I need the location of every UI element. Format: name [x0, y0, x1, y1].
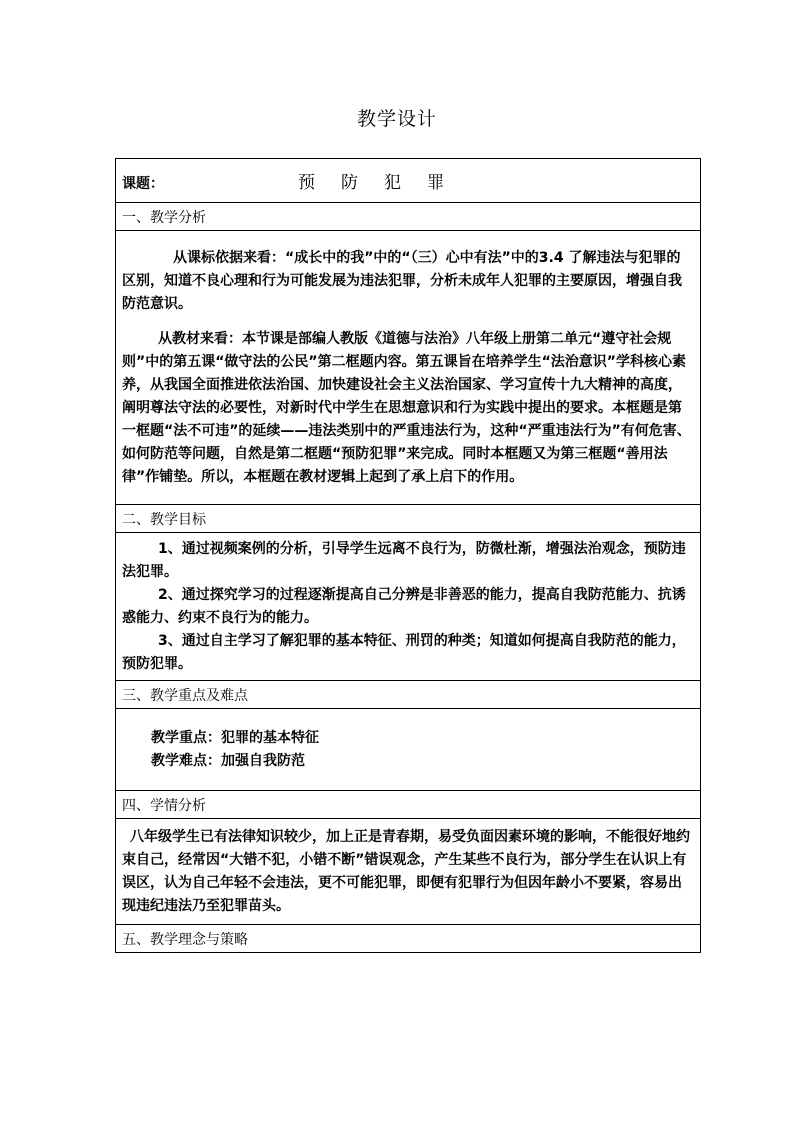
- paragraph: 八年级学生已有法律知识较少，加上正是青春期，易受负面因素环境的影响，不能很好地约束自己，经常因“大错不犯，小错不断”错误观念，产生某些不良行为，部分学生在认识上有误区，认为自己年轻不会违法，更不可能犯罪，即便有犯罪行为但因年龄小不要紧，容易出现违纪违法乃至犯罪苗头。: [122, 828, 690, 914]
- paragraph: 2、通过探究学习的过程逐渐提高自己分辨是非善恶的能力，提高自我防范能力、抗诱惑能力、约束不良行为的能力。: [122, 586, 686, 626]
- paragraph: 教学难点：加强自我防范: [151, 752, 305, 769]
- section-heading-student-analysis: 四、学情分析: [116, 791, 701, 819]
- paragraph: 1、通过视频案例的分析，引导学生远离不良行为，防微杜渐，增强法治观念，预防违法犯罪。: [122, 540, 686, 580]
- topic-row: [116, 159, 701, 203]
- section-content-student-analysis: [116, 819, 701, 925]
- section-heading-strategy: 五、教学理念与策略: [116, 925, 701, 953]
- paragraph: 教学重点：犯罪的基本特征: [151, 729, 319, 746]
- section-heading-objectives: 二、教学目标: [116, 505, 701, 533]
- section-content-key-points: [116, 709, 701, 791]
- section-heading-analysis: 一、教学分析: [116, 203, 701, 231]
- topic-cell: [116, 159, 701, 203]
- section-content-row: [116, 709, 701, 791]
- paragraph: 从课标依据来看：“成长中的我”中的“（三）心中有法”中的3.4 了解违法与犯罪的区别，知道不良心理和行为可能发展为违法犯罪，分析未成年人犯罪的主要原因，增强自我防范意识。: [122, 249, 682, 312]
- document-title: 教学设计: [356, 108, 437, 130]
- paragraph: 3、通过自主学习了解犯罪的基本特征、刑罚的种类；知道如何提高自我防范的能力，预防犯罪。: [122, 632, 686, 672]
- topic-label: 课题：: [122, 176, 164, 192]
- section-content-row: [116, 533, 701, 681]
- section-header-row: [116, 681, 701, 709]
- section-header-row: [116, 505, 701, 533]
- topic-title: 预防犯罪: [298, 173, 470, 193]
- section-content-objectives: [116, 533, 701, 681]
- section-content-row: [116, 231, 701, 505]
- section-heading-key-points: 三、教学重点及难点: [116, 681, 701, 709]
- section-header-row: [116, 203, 701, 231]
- section-header-row: [116, 791, 701, 819]
- paragraph: 从教材来看：本节课是部编人教版《道德与法治》八年级上册第二单元“遵守社会规则”中的第五课“做守法的公民”第二框题内容。第五课旨在培养学生“法治意识”学科核心素养，从我国全面推进依法治国、加快建设社会主义法治国家、学习宣传十九大精神的高度，阐明尊法守法的必要性，对新时代中学生在思想意识和行为实践中提出的要求。本框题是第一框题“法不可违”的延续——违法类别中的严重违法行为，这种“严重违法行为”有何危害、如何防范等问题，自然是第二框题“预防犯罪”来完成。同时本框题又为第三框题“善用法律”作铺垫。所以，本框题在教材逻辑上起到了承上启下的作用。: [122, 330, 691, 485]
- section-header-row: [116, 925, 701, 953]
- section-content-row: [116, 819, 701, 925]
- lesson-plan-table: [115, 158, 701, 953]
- section-content-analysis: [116, 231, 701, 505]
